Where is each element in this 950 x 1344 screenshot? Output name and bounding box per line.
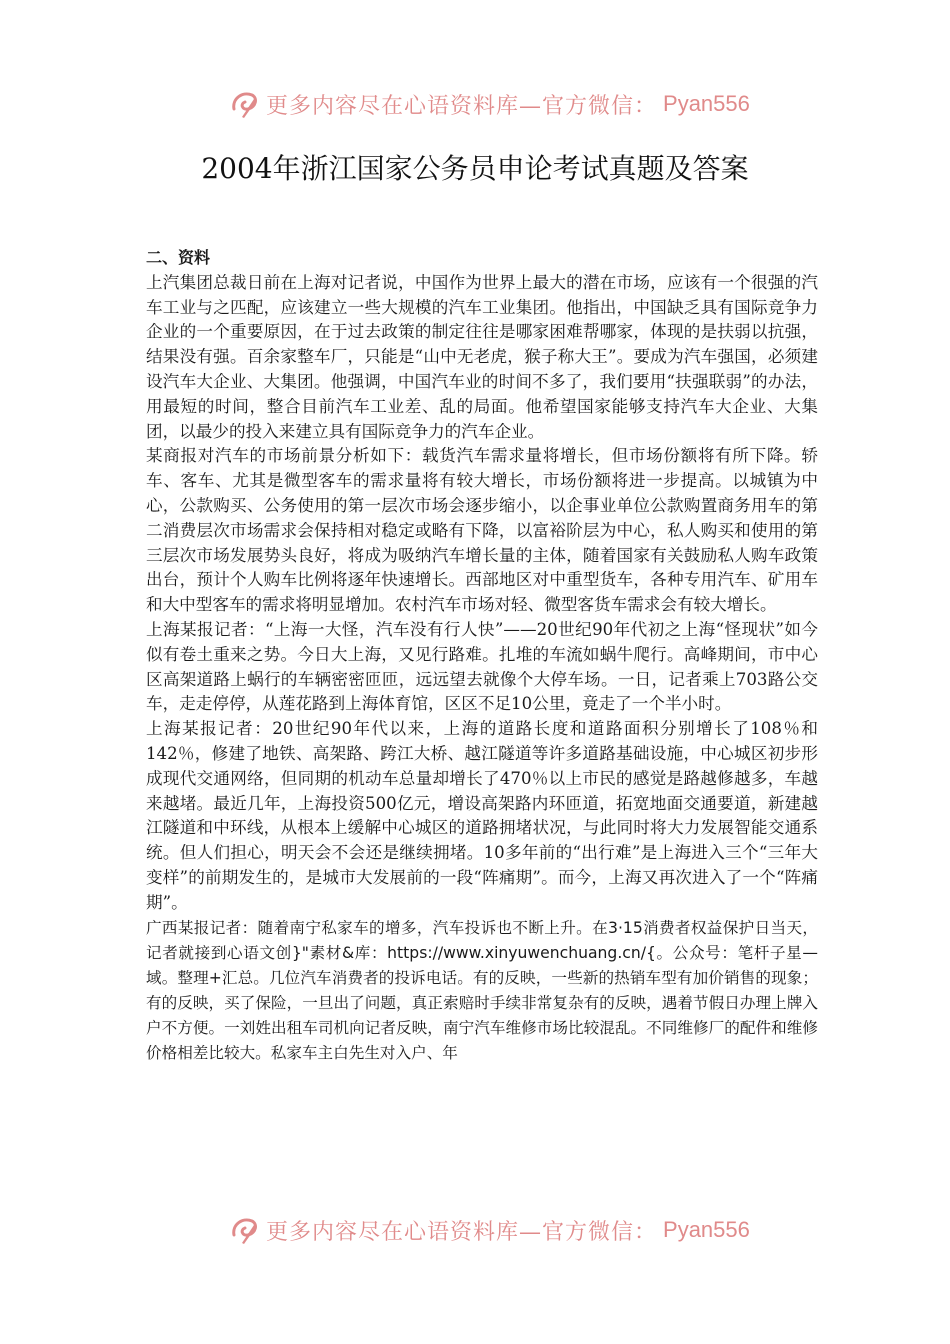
page-title: 2004年浙江国家公务员申论考试真题及答案: [201, 152, 749, 185]
footer-watermark-banner: [228, 1210, 750, 1250]
document-body: [146, 246, 818, 1066]
pen-swirl-icon: [228, 87, 262, 121]
header-watermark-banner: [228, 84, 750, 124]
banner-wechat-id: Pyan556: [663, 91, 750, 116]
pen-swirl-icon: [228, 1213, 262, 1247]
section-heading: 二、资料: [146, 248, 211, 267]
paragraph-1: 上汽集团总裁日前在上海对记者说，中国作为世界上最大的潜在市场，应该有一个很强的汽车工业与之匹配，应该建立一些大规模的汽车工业集团。他指出，中国缺乏具有国际竞争力企业的一个重要原因，在于过去政策的制定往往是哪家困难帮哪家，体现的是扶弱以抗强，结果没有强。百余家整车厂，只能是“山中无老虎，猴子称大王”。要成为汽车强国，必须建设汽车大企业、大集团。他强调，中国汽车业的时间不多了，我们要用“扶强联弱”的办法，用最短的时间，整合目前汽车工业差、乱的局面。他希望国家能够支持汽车大企业、大集团，以最少的投入来建立具有国际竞争力的汽车企业。: [146, 272, 818, 441]
paragraph-5: 广西某报记者：随着南宁私家车的增多，汽车投诉也不断上升。在3·15消费者权益保护日当天，记者就接到心语文创}"素材&库：https://www.xinyuwenchuang.cn/{。公众号：笔杆子星—域。整理+汇总。几位汽车消费者的投诉电话。有的反映，一些新的热销车型有加价销售的现象；有的反映，买了保险，一旦出了问题，真正索赔时手续非常复杂有的反映，遇着节假日办理上牌入户不方便。一刘姓出租车司机向记者反映，南宁汽车维修市场比较混乱。不同维修厂的配件和维修价格相差比较大。私家车主白先生对入户、年: [146, 918, 818, 1062]
banner-text: 更多内容尽在心语资料库—官方微信：: [266, 1219, 658, 1245]
paragraph-4: 上海某报记者：20世纪90年代以来，上海的道路长度和道路面积分别增长了108％和142％，修建了地铁、高架路、跨江大桥、越江隧道等许多道路基础设施，中心城区初步形成现代交通网络，但同期的机动车总量却增长了470％以上市民的感觉是路越修越多，车越来越堵。最近几年，上海投资500亿元，增设高架路内环匝道，拓宽地面交通要道，新建越江隧道和中环线，从根本上缓解中心城区的道路拥堵状况，与此同时将大力发展智能交通系统。但人们担心，明天会不会还是继续拥堵。10多年前的“出行难”是上海进入三个“三年大变样”的前期发生的，是城市大发展前的一段“阵痛期”。而今，上海又再次进入了一个“阵痛期”。: [146, 719, 818, 912]
banner-wechat-id: Pyan556: [663, 1217, 750, 1242]
paragraph-2: 某商报对汽车的市场前景分析如下：载货汽车需求量将增长，但市场份额将有所下降。轿车、客车、尤其是微型客车的需求量将有较大增长，市场份额将进一步提高。以城镇为中心，公款购买、公务使用的第一层次市场会逐步缩小，以企事业单位公款购置商务用车的第二消费层次市场需求会保持相对稳定或略有下降，以富裕阶层为中心，私人购买和使用的第三层次市场发展势头良好，将成为吸纳汽车增长量的主体，随着国家有关鼓励私人购车政策出台，预计个人购车比例将逐年快速增长。西部地区对中重型货车，各种专用汽车、矿用车和大中型客车的需求将明显增加。农村汽车市场对轻、微型客货车需求会有较大增长。: [146, 446, 818, 615]
banner-text: 更多内容尽在心语资料库—官方微信：: [266, 93, 658, 119]
paragraph-3: 上海某报记者：“上海一大怪，汽车没有行人快”——20世纪90年代初之上海“怪现状”如今似有卷土重来之势。今日大上海，又见行路难。扎堆的车流如蜗牛爬行。高峰期间，市中心区高架道路上蜗行的车辆密密匝匝，远远望去就像个大停车场。一日，记者乘上703路公交车，走走停停，从莲花路到上海体育馆，区区不足10公里，竟走了一个半小时。: [146, 619, 818, 714]
